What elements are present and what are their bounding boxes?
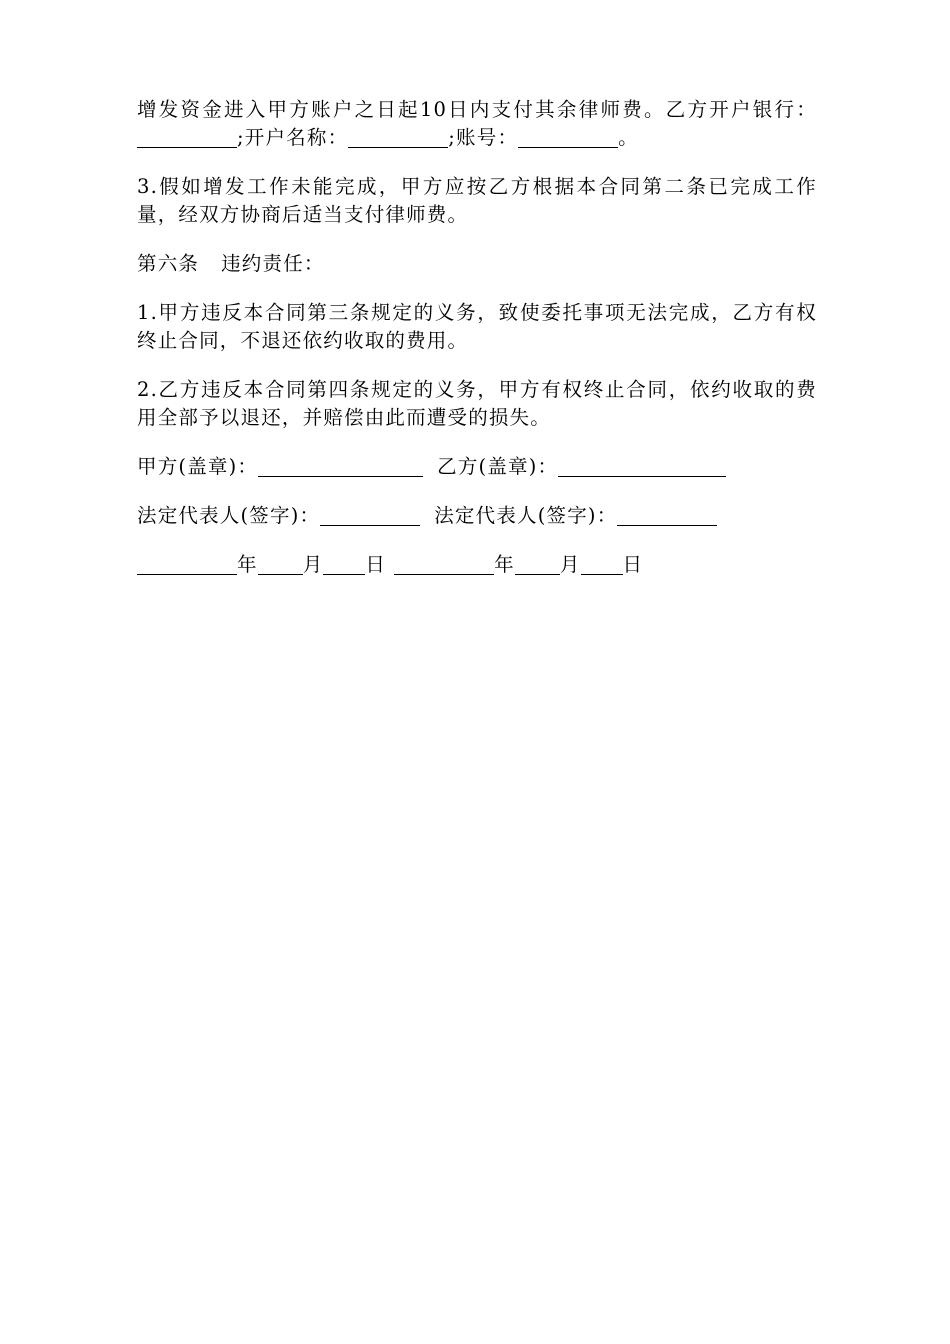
period-mark: 。	[618, 126, 639, 149]
party-b-month-blank	[515, 554, 560, 575]
payment-text: 增发资金进入甲方账户之日起10日内支付其余律师费。乙方开户银行：	[137, 98, 817, 121]
article-6-heading	[137, 250, 817, 278]
account-name-blank	[348, 127, 448, 148]
month-label: 月	[302, 553, 324, 576]
day-label: 日	[365, 553, 387, 576]
article-number: 第六条	[137, 252, 200, 275]
payment-paragraph	[137, 96, 817, 152]
year-label: 年	[494, 553, 515, 576]
document-body	[137, 96, 817, 600]
date-line	[137, 551, 817, 579]
day-label: 日	[622, 553, 644, 576]
seal-line	[137, 453, 817, 481]
party-b-seal-label: 乙方(盖章)：	[437, 455, 559, 478]
party-a-day-blank	[323, 554, 365, 575]
party-b-year-blank	[394, 554, 494, 575]
bank-blank	[137, 127, 237, 148]
party-a-rep-label: 法定代表人(签字)：	[137, 504, 321, 527]
party-b-day-blank	[581, 554, 623, 575]
party-b-rep-blank	[617, 505, 717, 526]
party-a-seal-label: 甲方(盖章)：	[137, 455, 259, 478]
clause-3-paragraph: 3.假如增发工作未能完成，甲方应按乙方根据本合同第二条已完成工作量，经双方协商后适当支付律师费。	[137, 175, 817, 226]
representative-line	[137, 502, 817, 530]
account-number-blank	[518, 127, 618, 148]
breach-clause-1: 1.甲方违反本合同第三条规定的义务，致使委托事项无法完成，乙方有权终止合同，不退还依约收取的费用。	[137, 301, 817, 352]
month-label: 月	[559, 553, 581, 576]
party-b-seal-blank	[558, 456, 726, 477]
year-label: 年	[237, 553, 258, 576]
party-b-rep-label: 法定代表人(签字)：	[434, 504, 618, 527]
party-a-seal-blank	[258, 456, 423, 477]
party-a-rep-blank	[320, 505, 420, 526]
account-name-label: ;开户名称：	[237, 126, 349, 149]
party-a-year-blank	[137, 554, 237, 575]
breach-clause-2: 2.乙方违反本合同第四条规定的义务，甲方有权终止合同，依约收取的费用全部予以退还，并赔偿由此而遭受的损失。	[137, 378, 817, 429]
party-a-month-blank	[258, 554, 303, 575]
article-title: 违约责任：	[221, 252, 325, 275]
account-number-label: ;账号：	[448, 126, 519, 149]
